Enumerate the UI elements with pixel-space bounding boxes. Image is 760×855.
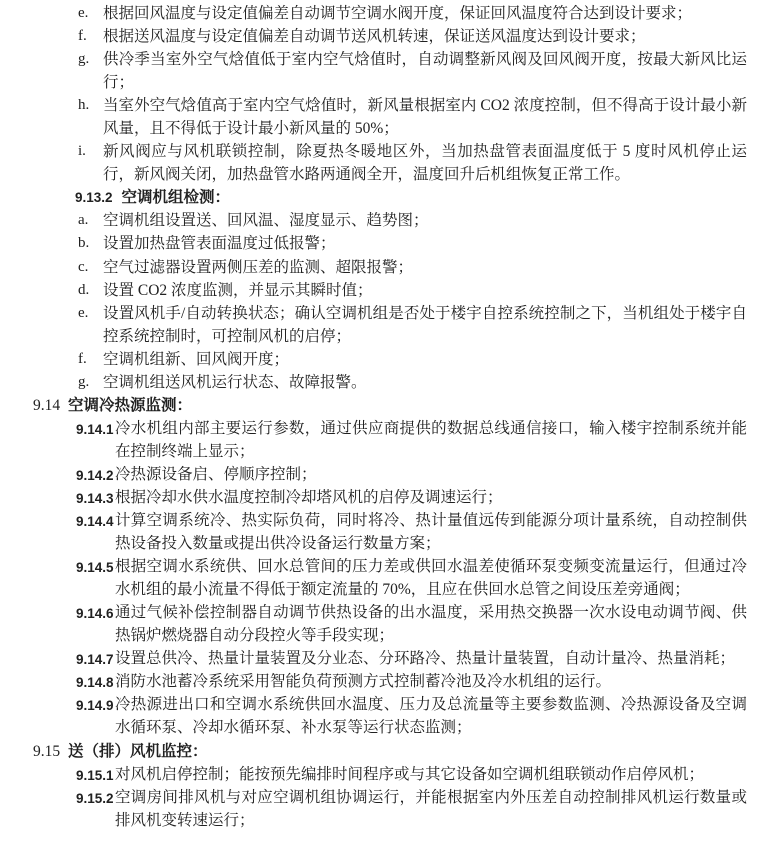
clause-9-15-1 <box>0 763 760 786</box>
document-body <box>0 2 760 832</box>
clause-9-15-2 <box>0 786 760 832</box>
list2-item-b <box>0 232 760 255</box>
section-heading-text: 送（排）风机监控： <box>68 742 208 760</box>
clause-item-number: 9.14.5 <box>76 560 114 576</box>
letter-item-text: 设置 CO2 浓度监测，并显示其瞬时值； <box>103 281 373 299</box>
clause-9-14-3 <box>0 486 760 509</box>
letter-item-text: 空调机组送风机运行状态、故障报警。 <box>103 373 367 391</box>
clause-item-number: 9.14.2 <box>76 467 114 483</box>
letter-item-number: a. <box>78 212 89 229</box>
clause-9-14-9 <box>0 693 760 739</box>
letter-item-number: e. <box>78 5 89 21</box>
letter-item-text: 根据送风温度与设定值偏差自动调节送风机转速，保证送风温度达到设计要求； <box>103 28 646 46</box>
list2-item-a <box>0 209 760 232</box>
clause-item-text: 根据空调水系统供、回水总管间的压力差或供回水温差使循环泵变频变流量运行，但通过冷水机组的最小流量不得低于额定流量的 70%，且应在供回水总管之间设压差旁通阀； <box>115 558 747 599</box>
list2-item-e <box>0 302 760 348</box>
clause-9-14-8 <box>0 670 760 693</box>
list1-item-e <box>0 2 760 25</box>
clause-9-14-1 <box>0 417 760 463</box>
letter-item-text: 当室外空气焓值高于室内空气焓值时，新风量根据室内 CO2 浓度控制，但不得高于设计最小新风量，且不得低于设计最小新风量的 50%； <box>103 97 747 138</box>
letter-item-number: d. <box>78 281 90 298</box>
clause-item-number: 9.14.3 <box>76 490 114 506</box>
list2-item-c <box>0 256 760 279</box>
letter-item-text: 设置风机手/自动转换状态；确认空调机组是否处于楼宇自控系统控制之下，当机组处于楼宇自控系统控制时，可控制风机的启停； <box>103 304 747 345</box>
clause-item-number: 9.14.4 <box>76 514 114 530</box>
clause-item-text: 计算空调系统冷、热实际负荷，同时将冷、热计量值远传到能源分项计量系统，自动控制供热设备投入数量或提出供冷设备运行数量方案； <box>115 512 747 553</box>
list2-item-f <box>0 348 760 371</box>
list1-item-i <box>0 140 760 186</box>
letter-item-number: i. <box>78 143 86 160</box>
clause-9-14-5 <box>0 555 760 601</box>
clause-9-14-4 <box>0 509 760 555</box>
letter-item-text: 设置加热盘管表面温度过低报警； <box>103 235 336 253</box>
list2-item-d <box>0 279 760 302</box>
clause-item-text: 对风机启停控制；能按预先编排时间程序或与其它设备如空调机组联锁动作启停风机； <box>115 765 705 783</box>
letter-item-text: 空调机组设置送、回风温、湿度显示、趋势图； <box>103 212 429 230</box>
letter-item-number: e. <box>78 304 89 321</box>
clause-item-text: 根据冷却水供水温度控制冷却塔风机的启停及调速运行； <box>115 488 503 506</box>
letter-item-number: f. <box>78 28 87 45</box>
clause-item-text: 空调房间排风机与对应空调机组协调运行，并能根据室内外压差自动控制排风机运行数量或排风机变转速运行； <box>115 788 747 829</box>
letter-item-number: b. <box>78 235 90 252</box>
letter-item-text: 根据回风温度与设定值偏差自动调节空调水阀开度，保证回风温度符合达到设计要求； <box>103 5 693 22</box>
list2-item-g <box>0 371 760 394</box>
clause-item-number: 9.15.2 <box>76 790 114 806</box>
letter-item-number: f. <box>78 350 87 367</box>
clause-item-number: 9.14.8 <box>76 675 114 691</box>
clause-item-number: 9.15.1 <box>76 767 114 783</box>
section-9-15 <box>0 740 760 763</box>
clause-9-14-6 <box>0 601 760 647</box>
letter-item-number: h. <box>78 97 90 114</box>
letter-item-text: 空气过滤器设置两侧压差的监测、超限报警； <box>103 258 414 276</box>
list1-item-g <box>0 48 760 94</box>
clause-9-14-7 <box>0 647 760 670</box>
clause-item-text: 冷热源设备启、停顺序控制； <box>115 465 317 483</box>
clause-item-number: 9.14.7 <box>76 652 114 668</box>
clause-9-14-2 <box>0 463 760 486</box>
clause-item-text: 冷热源进出口和空调水系统供回水温度、压力及总流量等主要参数监测、冷热源设备及空调水循环泵、冷却水循环泵、补水泵等运行状态监测； <box>115 696 747 737</box>
list1-item-f <box>0 25 760 48</box>
heading-9-13-2 <box>0 186 760 209</box>
letter-item-text: 新风阀应与风机联锁控制，除夏热冬暖地区外，当加热盘管表面温度低于 5 度时风机停止运行，新风阀关闭，加热盘管水路两通阀全开，温度回升后机组恢复正常工作。 <box>103 143 747 184</box>
letter-item-text: 空调机组新、回风阀开度； <box>103 350 290 368</box>
list1-item-h <box>0 94 760 140</box>
clause-item-text: 消防水池蓄冷系统采用智能负荷预测方式控制蓄冷池及冷水机组的运行。 <box>115 673 612 691</box>
letter-item-number: g. <box>78 373 90 390</box>
letter-item-text: 供冷季当室外空气焓值低于室内空气焓值时，自动调整新风阀及回风阀开度，按最大新风比运行； <box>103 51 747 92</box>
section-heading-text: 空调冷热源监测： <box>68 396 193 414</box>
clause-item-text: 冷水机组内部主要运行参数，通过供应商提供的数据总线通信接口，输入楼宇控制系统并能在控制终端上显示； <box>115 419 747 460</box>
clause-item-number: 9.14.1 <box>76 421 114 437</box>
letter-item-number: g. <box>78 51 90 68</box>
clause-item-number: 9.14.6 <box>76 606 114 622</box>
clause-heading-text: 空调机组检测： <box>121 189 231 207</box>
clause-heading-number: 9.13.2 <box>75 190 113 206</box>
letter-item-number: c. <box>78 258 89 275</box>
clause-item-text: 通过气候补偿控制器自动调节供热设备的出水温度，采用热交换器一次水设电动调节阀、供热锅炉燃烧器自动分段控火等手段实现； <box>115 604 747 645</box>
clause-item-text: 设置总供冷、热量计量装置及分业态、分环路冷、热量计量装置，自动计量冷、热量消耗； <box>115 650 736 668</box>
section-9-14 <box>0 394 760 417</box>
clause-item-number: 9.14.9 <box>76 698 114 714</box>
section-heading-number: 9.14 <box>33 396 61 414</box>
section-heading-number: 9.15 <box>33 742 61 760</box>
